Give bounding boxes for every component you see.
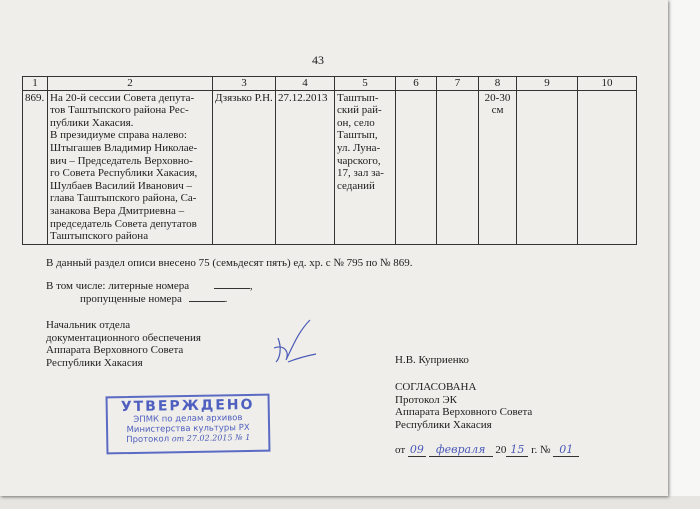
approval-number: 01 xyxy=(553,443,579,457)
approval-line: СОГЛАСОВАНА xyxy=(395,381,477,393)
inventory-table xyxy=(22,76,637,245)
description-line: На 20-й сессии Совета депута- xyxy=(50,91,195,104)
row-col-6 xyxy=(396,90,437,244)
place-line: Таштып, xyxy=(337,129,378,142)
missing-numbers-label: пропущенные номера xyxy=(80,293,182,305)
chief-title-line: Аппарата Верховного Совета xyxy=(46,344,184,357)
literal-numbers-blank xyxy=(214,288,250,289)
header-cell-2: 2 xyxy=(48,77,213,91)
row-col-9 xyxy=(517,90,578,244)
chief-name: Н.В. Куприенко xyxy=(395,354,469,366)
row-number: 869. xyxy=(23,90,48,244)
header-cell-8: 8 xyxy=(479,77,517,91)
approval-from-label: от xyxy=(395,444,406,456)
row-size xyxy=(479,90,517,244)
size-line: 20-30 xyxy=(484,91,511,104)
table-row xyxy=(23,90,637,244)
description-line: председатель Совета депутатов xyxy=(50,217,197,230)
header-cell-7: 7 xyxy=(437,77,479,91)
chief-title-block xyxy=(46,319,201,369)
row-date: 27.12.2013 xyxy=(276,90,335,244)
approval-number-label: № xyxy=(539,444,551,456)
place-line: седаний xyxy=(337,179,375,192)
place-line: он, село xyxy=(337,116,375,129)
literal-numbers-label: В том числе: литерные номера xyxy=(46,280,190,292)
description-line: тов Таштыпского района Рес- xyxy=(50,104,189,117)
approval-year-unit: г. xyxy=(531,444,538,456)
stamp-protocol-label: Протокол xyxy=(126,434,170,446)
scan-margin-right xyxy=(668,0,700,509)
place-line: чарского, xyxy=(337,154,381,167)
stamp-title: УТВЕРЖДЕНО xyxy=(120,396,255,416)
literal-numbers-suffix: , xyxy=(249,280,253,292)
approval-block xyxy=(395,381,532,431)
chief-title-line: Начальник отдела xyxy=(46,319,131,331)
description-line: глава Таштыпского района, Са- xyxy=(50,192,197,205)
description-line: Штыгашев Владимир Николае- xyxy=(50,141,198,154)
approval-day: 09 xyxy=(409,443,424,456)
literal-numbers-line xyxy=(46,280,253,292)
approval-line: Аппарата Верховного Совета xyxy=(395,406,533,419)
chief-title-line: документационного обеспечения xyxy=(46,331,201,344)
header-cell-3: 3 xyxy=(213,77,276,91)
size-line: см xyxy=(491,104,504,117)
header-cell-5: 5 xyxy=(335,77,396,91)
stamp-protocol xyxy=(108,433,268,446)
description-line: Шулбаев Василий Иванович – xyxy=(50,179,193,192)
description-line: Таштыпского района xyxy=(50,230,149,243)
description-line: В президиуме справа налево: xyxy=(50,129,187,142)
stamp-line: ЭПМК по делам архивов xyxy=(133,413,243,425)
place-line: Таштып- xyxy=(337,91,379,104)
stamp-line: Министерства культуры РХ xyxy=(126,422,250,436)
approval-date-line xyxy=(395,443,579,457)
row-place xyxy=(335,90,396,244)
approval-line: Протокол ЭК xyxy=(395,393,457,406)
chief-title-line: Республики Хакасия xyxy=(46,356,143,369)
row-description xyxy=(48,90,213,244)
header-cell-9: 9 xyxy=(517,77,578,91)
summary-text: В данный раздел описи внесено 75 (семьдесят пять) ед. хр. с № 795 по № 869. xyxy=(46,257,413,269)
missing-numbers-line xyxy=(80,293,227,305)
scan-margin-bottom xyxy=(0,496,700,509)
approval-stamp xyxy=(106,394,271,455)
signature-mark xyxy=(268,318,320,376)
approval-year-prefix: 20 xyxy=(495,444,507,456)
description-line: публики Хакасия. xyxy=(50,116,134,129)
header-cell-1: 1 xyxy=(23,77,48,91)
row-col-7 xyxy=(437,90,479,244)
page-number: 43 xyxy=(312,53,324,67)
missing-numbers-blank xyxy=(189,301,225,302)
description-line: го Совета Республики Хакасия, xyxy=(50,167,198,180)
approval-year-suffix: 15 xyxy=(506,443,528,457)
header-cell-10: 10 xyxy=(578,77,637,91)
description-line: вич – Председатель Верховно- xyxy=(50,154,193,167)
row-col-10 xyxy=(578,90,637,244)
stamp-protocol-value: от 27.02.2015 № 1 xyxy=(171,432,251,444)
approval-line: Республики Хакасия xyxy=(395,418,492,431)
header-cell-6: 6 xyxy=(396,77,437,91)
missing-numbers-suffix: . xyxy=(224,293,228,305)
place-line: ский рай- xyxy=(337,104,382,117)
place-line: ул. Луна- xyxy=(337,141,381,154)
row-author: Дзязько Р.Н. xyxy=(213,90,276,244)
description-line: занакова Вера Дмитриевна – xyxy=(50,204,185,217)
place-line: 17, зал за- xyxy=(337,167,384,180)
header-cell-4: 4 xyxy=(276,77,335,91)
approval-month: февраля xyxy=(429,443,493,457)
table-header-row xyxy=(23,77,637,91)
